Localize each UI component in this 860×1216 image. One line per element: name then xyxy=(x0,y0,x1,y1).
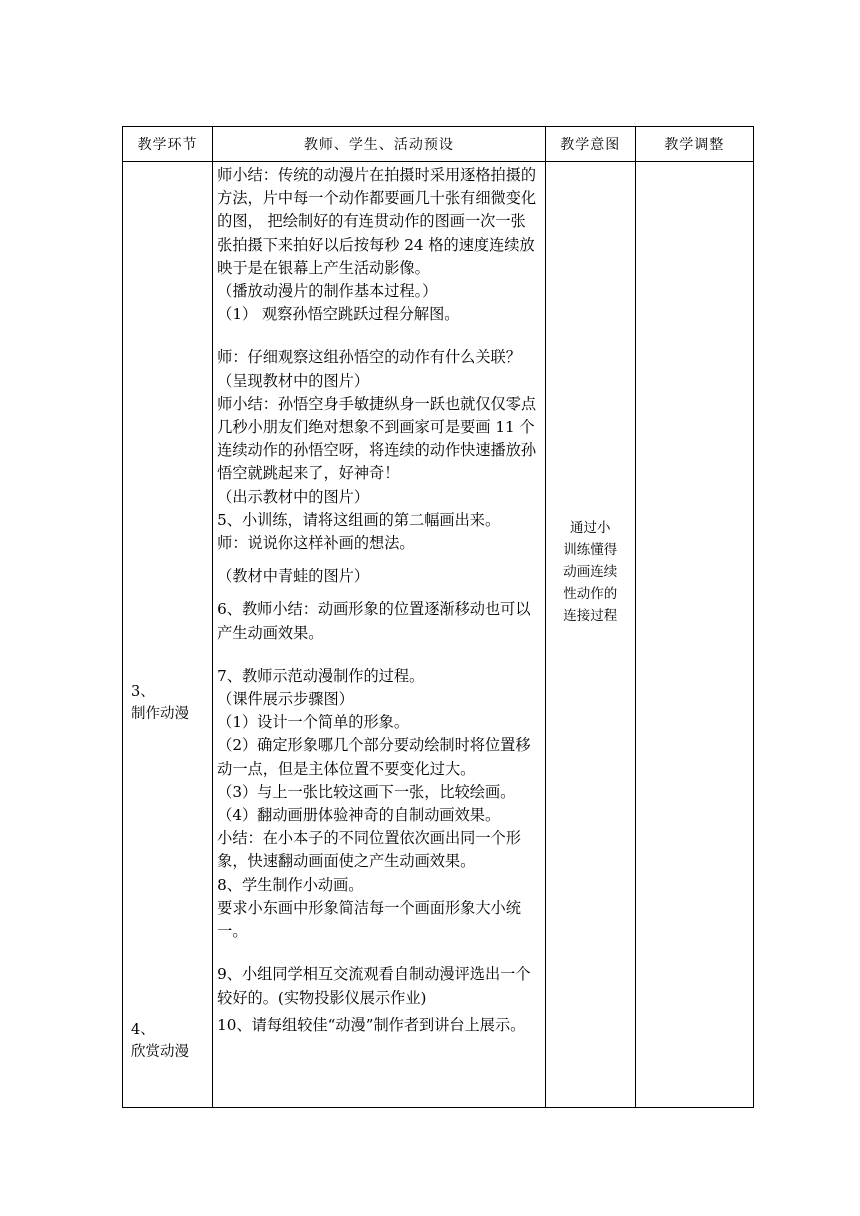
paragraph: 9、小组同学相互交流观看自制动漫评选出一个较好的。(实物投影仪展示作业) xyxy=(217,965,531,1007)
paragraph: （4）翻动画册体验神奇的自制动画效果。 xyxy=(217,806,501,825)
section-number: 3、 xyxy=(131,684,155,700)
section-name: 制作动漫 xyxy=(131,706,189,722)
header-teaching-stage: 教学环节 xyxy=(123,127,213,162)
paragraph: （2）确定形象哪几个部分要动绘制时将位置移动一点，但是主体位置不要变化过大。 xyxy=(217,736,531,778)
body-row xyxy=(123,162,754,1108)
section-number: 4、 xyxy=(131,1022,155,1038)
paragraph: 8、学生制作小动画。 xyxy=(217,875,364,894)
paragraph: 小结：在小本子的不同位置依次画出同一个形象，快速翻动画面使之产生动画效果。 xyxy=(217,829,521,871)
paragraph: （播放动漫片的制作基本过程。） xyxy=(217,282,438,301)
intent-line: 连接过程 xyxy=(563,608,618,624)
section-make-animation xyxy=(131,681,189,725)
intent-line: 训练懂得 xyxy=(563,542,618,558)
activity-cell xyxy=(213,162,546,1108)
paragraph: （教材中青蛙的图片） xyxy=(217,567,370,586)
lesson-plan-table xyxy=(122,126,754,1108)
paragraph: 师：说说你这样补画的想法。 xyxy=(217,534,415,553)
intent-text xyxy=(546,517,635,627)
intent-cell xyxy=(545,162,635,1108)
section-name: 欣赏动漫 xyxy=(131,1044,189,1060)
intent-line: 动画连续 xyxy=(563,564,618,580)
section-appreciate-animation xyxy=(131,1019,189,1063)
intent-line: 通过小 xyxy=(569,520,611,536)
paragraph: （出示教材中的图片） xyxy=(217,487,370,506)
paragraph: 10、请每组较佳“动漫”制作者到讲台上展示。 xyxy=(217,1015,526,1034)
paragraph: 师：仔细观察这组孙悟空的动作有什么关联？（呈现教材中的图片） xyxy=(217,348,521,390)
header-teaching-adjustment: 教学调整 xyxy=(635,127,753,162)
paragraph: 5、小训练，请将这组画的第二幅画出来。 xyxy=(217,510,501,529)
paragraph: 师小结：孙悟空身手敏捷纵身一跃也就仅仅零点几秒小朋友们绝对想象不到画家可是要画 11 个连续动作的孙悟空呀，将连续的动作快速播放孙悟空就跳起来了，好神奇！ xyxy=(217,394,537,483)
paragraph: 6、教师小结：动画形象的位置逐渐移动也可以产生动画效果。 xyxy=(217,600,531,642)
paragraph: （1）设计一个简单的形象。 xyxy=(217,713,410,732)
header-row xyxy=(123,127,754,162)
paragraph: （1） 观察孙悟空跳跃过程分解图。 xyxy=(217,305,460,324)
intent-line: 性动作的 xyxy=(563,586,618,602)
adjustment-cell xyxy=(635,162,753,1108)
paragraph: 7、教师示范动漫制作的过程。 xyxy=(217,666,425,685)
header-teaching-intent: 教学意图 xyxy=(545,127,635,162)
header-activity-plan: 教师、学生、活动预设 xyxy=(213,127,546,162)
paragraph: 师小结：传统的动漫片在拍摄时采用逐格拍摄的方法，片中每一个动作都要画几十张有细微变化的图， 把绘制好的有连贯动作的图画一次一张张拍摄下来拍好以后按每秒 24 格的速度连续放映于是在银幕上产生活动影像。 xyxy=(217,166,537,277)
paragraph: （3）与上一张比较这画下一张，比较绘画。 xyxy=(217,782,516,801)
paragraph: （课件展示步骤图） xyxy=(217,690,354,709)
stage-cell xyxy=(123,162,213,1108)
paragraph: 要求小东画中形象简洁每一个画面形象大小统一。 xyxy=(217,898,521,941)
